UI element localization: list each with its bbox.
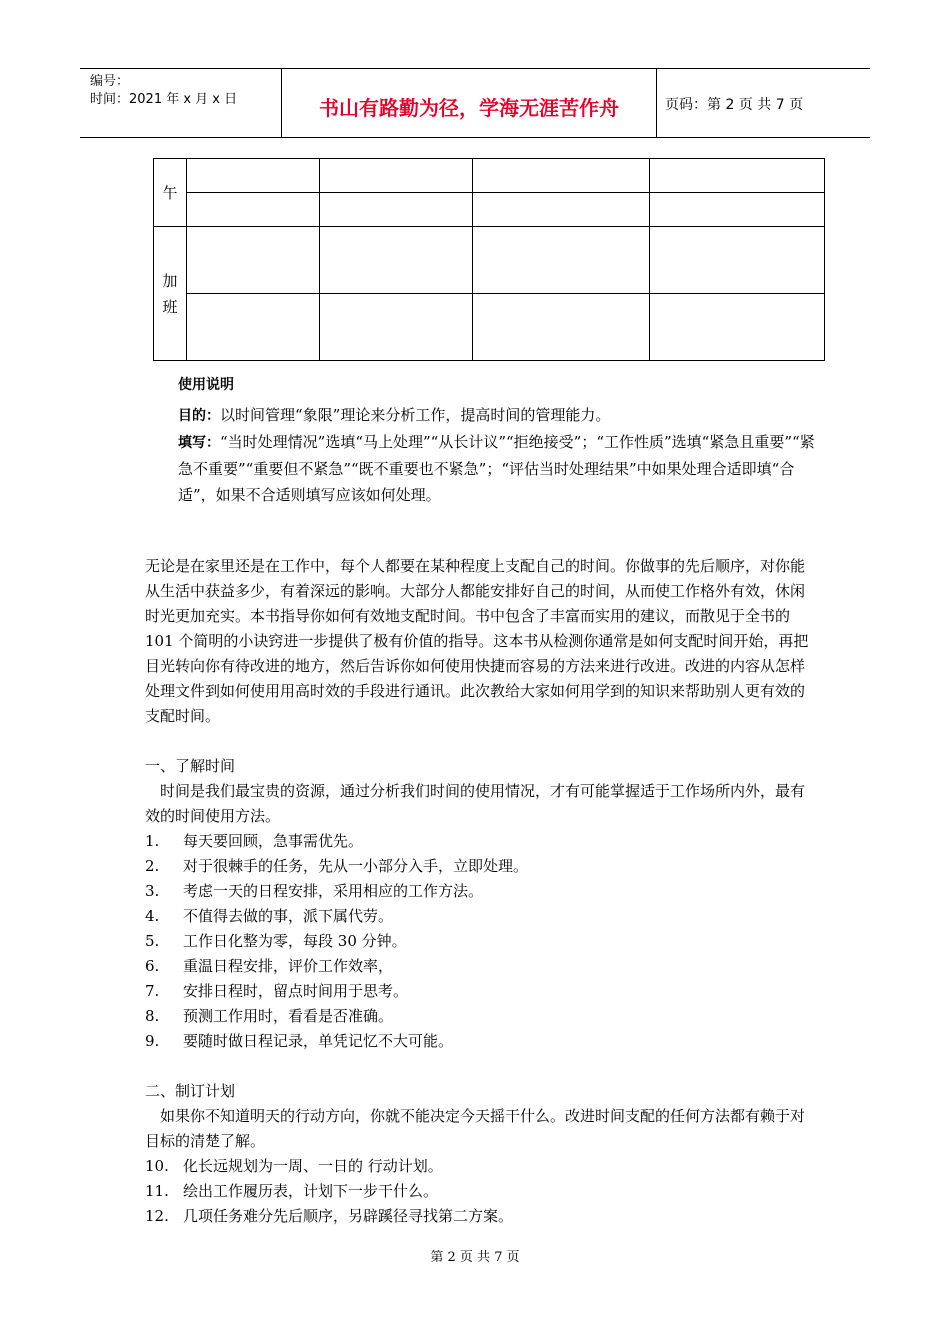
table-cell[interactable]: [320, 193, 473, 227]
table-row: [154, 227, 825, 294]
list-number: 10.: [145, 1157, 169, 1175]
row-label-overtime: [154, 227, 187, 361]
time-log-table: [153, 158, 825, 361]
list-number: 7.: [145, 982, 160, 1000]
table-cell[interactable]: [320, 294, 473, 361]
list-item: [145, 904, 810, 929]
list-text: 安排日程时，留点时间用于思考。: [183, 982, 409, 1000]
list-item: [145, 1179, 810, 1204]
intro-paragraph: 无论是在家里还是在工作中，每个人都要在某种程度上支配自己的时间。你做事的先后顺序，对你能从生活中获益多少，有着深远的影响。大部分人都能安排好自己的时间，从而使工作格外有效，休闲时光更加充实。本书指导你如何有效地支配时间。书中包含了丰富而实用的建议，而散见于全书的 101 个简明的小诀窍进一步提供了极有价值的指导。这本书从检测你通常是如何支配时间开始，再把目光转向你有待改进的地方，然后告诉你如何使用快捷而容易的方法来进行改进。改进的内容从怎样处理文件到如何使用用高时效的手段进行通讯。此次教给大家如何用学到的知识来帮助别人更有效的支配时间。: [145, 557, 809, 725]
purpose-text: 以时间管理“象限”理论来分析工作，提高时间的管理能力。: [220, 406, 611, 424]
list-number: 12.: [145, 1207, 169, 1225]
header-motto: 书山有路勤为径，学海无涯苦作舟: [282, 69, 657, 137]
list-number: 5.: [145, 932, 160, 950]
fill-text: “当时处理情况”选填“马上处理”“从长计议”“拒绝接受”；“工作性质”选填“紧急且重要”“紧急不重要”“重要但不紧急”“既不重要也不紧急”；“评估当时处理结果”中如果处理合适即填“合适”，如果不合适则填写应该如何处理。: [178, 433, 815, 504]
table-cell[interactable]: [320, 159, 473, 193]
table-cell[interactable]: [650, 294, 825, 361]
list-item: [145, 929, 810, 954]
list-number: 1.: [145, 832, 160, 850]
header-time: 时间：2021 年 x 月 x 日: [90, 92, 238, 107]
list-text: 每天要回顾，急事需优先。: [183, 832, 364, 850]
list-number: 9.: [145, 1032, 160, 1050]
table-cell[interactable]: [473, 294, 650, 361]
header-meta: [80, 69, 282, 137]
main-text: [145, 554, 810, 1229]
section2-list: [145, 1154, 810, 1229]
table-cell[interactable]: [320, 227, 473, 294]
list-text: 预测工作用时，看看是否准确。: [183, 1007, 394, 1025]
header-page-number: 页码：第 2 页 共 7 页: [665, 97, 804, 113]
list-number: 3.: [145, 882, 160, 900]
section2-lead: 如果你不知道明天的行动方向，你就不能决定今天摇干什么。改进时间支配的任何方法都有赖于对目标的清楚了解。: [145, 1107, 806, 1150]
table-cell[interactable]: [473, 193, 650, 227]
list-text: 考虑一天的日程安排，采用相应的工作方法。: [183, 882, 484, 900]
notes-fill: [178, 429, 818, 508]
list-item: [145, 829, 810, 854]
list-text: 不值得去做的事，派下属代劳。: [183, 907, 394, 925]
list-item: [145, 879, 810, 904]
page-header: [80, 68, 870, 138]
list-item: [145, 1029, 810, 1054]
table-row: [154, 294, 825, 361]
page-footer: 第 2 页 共 7 页: [430, 1250, 520, 1265]
list-number: 4.: [145, 907, 160, 925]
notes-title: 使用说明: [178, 377, 234, 393]
list-text: 化长远规划为一周、一日的 行动计划。: [183, 1157, 443, 1175]
list-item: [145, 954, 810, 979]
list-text: 绘出工作履历表，计划下一步干什么。: [183, 1182, 439, 1200]
table-row: [154, 193, 825, 227]
list-text: 要随时做日程记录，单凭记忆不大可能。: [183, 1032, 454, 1050]
list-item: [145, 854, 810, 879]
list-number: 6.: [145, 957, 160, 975]
table-cell[interactable]: [650, 227, 825, 294]
notes-purpose: [178, 402, 818, 429]
list-item: [145, 979, 810, 1004]
table-cell[interactable]: [187, 193, 320, 227]
list-item: [145, 1204, 810, 1229]
table-cell[interactable]: [473, 159, 650, 193]
section1-list: [145, 829, 810, 1054]
table-cell[interactable]: [650, 193, 825, 227]
purpose-label: 目的：: [178, 408, 220, 424]
table-cell[interactable]: [187, 159, 320, 193]
list-text: 工作日化整为零，每段 30 分钟。: [183, 932, 407, 950]
section1-lead: 时间是我们最宝贵的资源，通过分析我们时间的使用情况，才有可能掌握适于工作场所内外，最有效的时间使用方法。: [145, 782, 806, 825]
list-text: 几项任务难分先后顺序，另辟蹊径寻找第二方案。: [183, 1207, 514, 1225]
list-text: 对于很棘手的任务，先从一小部分入手，立即处理。: [183, 857, 529, 875]
row-label-afternoon: 午: [154, 159, 187, 227]
overtime-char-1: 加: [162, 271, 178, 290]
table-cell[interactable]: [187, 227, 320, 294]
table-cell[interactable]: [650, 159, 825, 193]
list-item: [145, 1004, 810, 1029]
fill-label: 填写：: [178, 435, 220, 451]
table-row: [154, 159, 825, 193]
list-text: 重温日程安排，评价工作效率，: [183, 957, 394, 975]
usage-notes: [178, 372, 818, 508]
list-number: 11.: [145, 1182, 169, 1200]
list-number: 8.: [145, 1007, 160, 1025]
overtime-char-2: 班: [162, 297, 178, 316]
table-cell[interactable]: [187, 294, 320, 361]
section2-heading: 二、制订计划: [145, 1082, 236, 1100]
header-number: 编号：: [90, 74, 130, 89]
table-cell[interactable]: [473, 227, 650, 294]
list-number: 2.: [145, 857, 160, 875]
list-item: [145, 1154, 810, 1179]
section1-heading: 一、了解时间: [145, 757, 236, 775]
